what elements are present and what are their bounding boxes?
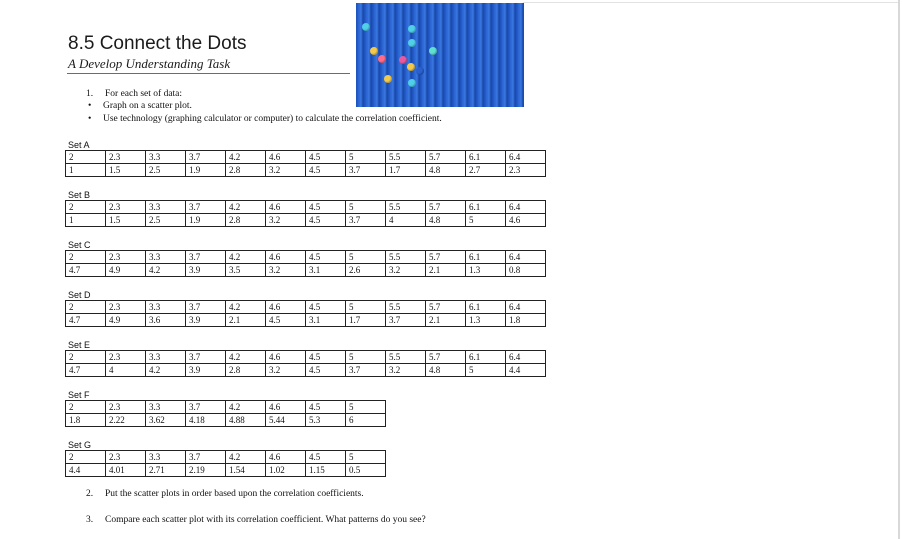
table-cell: 4.5 (306, 401, 346, 414)
table-cell: 1 (66, 214, 106, 227)
y-row (66, 414, 386, 427)
table-cell: 2.19 (186, 464, 226, 477)
table-cell: 3.2 (266, 264, 306, 277)
table-cell: 5 (346, 401, 386, 414)
instruction-bullet: Graph on a scatter plot. (103, 101, 192, 111)
table-cell: 3.62 (146, 414, 186, 427)
table-cell: 4.5 (306, 164, 346, 177)
table-cell: 4.2 (226, 151, 266, 164)
table-cell: 3.3 (146, 201, 186, 214)
table-cell: 3.2 (266, 214, 306, 227)
table-cell: 2.7 (466, 164, 506, 177)
instruction-bullet: Use technology (graphing calculator or computer) to calculate the correlation coefficient. (103, 114, 442, 124)
y-row (66, 464, 386, 477)
table-cell: 3.9 (186, 264, 226, 277)
table-cell: 4.5 (306, 364, 346, 377)
table-cell: 4.6 (266, 401, 306, 414)
table-cell: 1.8 (66, 414, 106, 427)
set-g-label: Set G (68, 440, 92, 450)
table-cell: 1.02 (266, 464, 306, 477)
x-row (66, 401, 386, 414)
table-cell: 1.7 (386, 164, 426, 177)
table-cell: 5.7 (426, 201, 466, 214)
table-cell: 4.4 (66, 464, 106, 477)
y-row (66, 164, 546, 177)
table-cell: 4.5 (306, 251, 346, 264)
y-row (66, 214, 546, 227)
table-cell: 1.9 (186, 214, 226, 227)
table-cell: 6.4 (506, 301, 546, 314)
table-cell: 4.5 (306, 201, 346, 214)
table-cell: 4.2 (146, 264, 186, 277)
table-cell: 2.3 (106, 401, 146, 414)
table-cell: 4.2 (226, 401, 266, 414)
set-c-label: Set C (68, 240, 91, 250)
table-cell: 6.4 (506, 351, 546, 364)
set-e-table (65, 350, 546, 377)
x-row (66, 201, 546, 214)
set-a-label: Set A (68, 140, 90, 150)
table-cell: 5 (346, 351, 386, 364)
page-top-border (523, 2, 898, 3)
table-cell: 5.3 (306, 414, 346, 427)
table-cell: 4.9 (106, 314, 146, 327)
table-cell: 1.9 (186, 164, 226, 177)
set-f-label: Set F (68, 390, 90, 400)
set-b-table (65, 200, 546, 227)
table-cell: 4.5 (266, 314, 306, 327)
table-cell: 3.7 (186, 451, 226, 464)
photo-dot (416, 67, 424, 75)
table-cell: 3.6 (146, 314, 186, 327)
set-f-table (65, 400, 386, 427)
table-cell: 5.5 (386, 351, 426, 364)
y-row (66, 264, 546, 277)
table-cell: 5.44 (266, 414, 306, 427)
table-cell: 3.5 (226, 264, 266, 277)
table-cell: 4.6 (266, 201, 306, 214)
table-cell: 2 (66, 301, 106, 314)
table-cell: 4.6 (266, 301, 306, 314)
table-cell: 2.6 (346, 264, 386, 277)
set-d-label: Set D (68, 290, 91, 300)
table-cell: 4.8 (426, 214, 466, 227)
table-cell: 4.4 (506, 364, 546, 377)
table-cell: 4.5 (306, 214, 346, 227)
table-cell: 6.1 (466, 201, 506, 214)
table-cell: 4.2 (226, 301, 266, 314)
title-underline (67, 73, 350, 74)
table-cell: 2 (66, 201, 106, 214)
table-cell: 4.5 (306, 451, 346, 464)
set-e-label: Set E (68, 340, 91, 350)
table-cell: 6 (346, 414, 386, 427)
table-cell: 3.3 (146, 151, 186, 164)
table-cell: 4 (106, 364, 146, 377)
x-row (66, 351, 546, 364)
table-cell: 4.2 (226, 251, 266, 264)
table-cell: 2.1 (226, 314, 266, 327)
table-cell: 3.7 (186, 151, 226, 164)
table-cell: 5.7 (426, 351, 466, 364)
table-cell: 5 (466, 214, 506, 227)
table-cell: 4.5 (306, 351, 346, 364)
table-cell: 1.3 (466, 264, 506, 277)
table-cell: 1.5 (106, 214, 146, 227)
table-cell: 2.8 (226, 164, 266, 177)
table-cell: 2.8 (226, 364, 266, 377)
table-cell: 3.7 (346, 214, 386, 227)
table-cell: 3.9 (186, 314, 226, 327)
photo-dot (362, 23, 370, 31)
table-cell: 3.2 (266, 364, 306, 377)
table-cell: 4.2 (226, 201, 266, 214)
table-cell: 2.3 (106, 451, 146, 464)
table-cell: 5 (346, 451, 386, 464)
instruction-1-number: 1. (86, 89, 94, 99)
table-cell: 6.1 (466, 301, 506, 314)
table-cell: 6.4 (506, 201, 546, 214)
page-edge (898, 0, 900, 539)
table-cell: 4.6 (266, 351, 306, 364)
page-subtitle: A Develop Understanding Task (68, 56, 231, 71)
set-d-table (65, 300, 546, 327)
table-cell: 2.3 (506, 164, 546, 177)
table-cell: 5.5 (386, 151, 426, 164)
table-cell: 0.5 (346, 464, 386, 477)
table-cell: 4.5 (306, 151, 346, 164)
table-cell: 2.3 (106, 301, 146, 314)
table-cell: 3.7 (186, 301, 226, 314)
table-cell: 4.2 (226, 351, 266, 364)
bullet-marker: • (88, 114, 92, 124)
table-cell: 2 (66, 351, 106, 364)
table-cell: 3.1 (306, 264, 346, 277)
photo-dot (370, 47, 378, 55)
table-cell: 4.8 (426, 364, 466, 377)
table-cell: 2 (66, 151, 106, 164)
table-cell: 4.7 (66, 314, 106, 327)
table-cell: 2.3 (106, 351, 146, 364)
table-cell: 3.7 (346, 364, 386, 377)
table-cell: 3.7 (386, 314, 426, 327)
table-cell: 3.2 (386, 264, 426, 277)
instruction-1-text: For each set of data: (105, 89, 183, 99)
table-cell: 2.3 (106, 151, 146, 164)
table-cell: 3.3 (146, 451, 186, 464)
table-cell: 2 (66, 451, 106, 464)
photo-dot (407, 63, 415, 71)
photo-dot (429, 47, 437, 55)
table-cell: 3.7 (186, 351, 226, 364)
table-cell: 5 (346, 151, 386, 164)
table-cell: 5.5 (386, 251, 426, 264)
table-cell: 3.1 (306, 314, 346, 327)
table-cell: 4.2 (146, 364, 186, 377)
table-cell: 2.22 (106, 414, 146, 427)
photo-dot (408, 79, 416, 87)
table-cell: 4.8 (426, 164, 466, 177)
table-cell: 1.3 (466, 314, 506, 327)
table-cell: 6.4 (506, 251, 546, 264)
table-cell: 4.6 (506, 214, 546, 227)
table-cell: 2.71 (146, 464, 186, 477)
table-cell: 3.2 (386, 364, 426, 377)
table-cell: 4.01 (106, 464, 146, 477)
table-cell: 6.1 (466, 251, 506, 264)
table-cell: 2.5 (146, 214, 186, 227)
set-b-label: Set B (68, 190, 91, 200)
table-cell: 1.8 (506, 314, 546, 327)
table-cell: 5 (346, 201, 386, 214)
photo-dot (378, 55, 386, 63)
table-cell: 5.5 (386, 201, 426, 214)
x-row (66, 301, 546, 314)
table-cell: 4.2 (226, 451, 266, 464)
table-cell: 2.3 (106, 201, 146, 214)
table-cell: 1.15 (306, 464, 346, 477)
photo-dot (408, 25, 416, 33)
set-g-table (65, 450, 386, 477)
table-cell: 4.9 (106, 264, 146, 277)
table-cell: 1.7 (346, 314, 386, 327)
bullet-marker: • (88, 101, 92, 111)
table-cell: 3.7 (186, 201, 226, 214)
instruction-3-text: Compare each scatter plot with its correlation coefficient. What patterns do you see? (105, 515, 426, 525)
photo-dot (384, 75, 392, 83)
table-cell: 2 (66, 251, 106, 264)
table-cell: 2.8 (226, 214, 266, 227)
x-row (66, 151, 546, 164)
table-cell: 6.1 (466, 351, 506, 364)
set-a-table (65, 150, 546, 177)
table-cell: 5 (346, 251, 386, 264)
table-cell: 4.18 (186, 414, 226, 427)
table-cell: 1.5 (106, 164, 146, 177)
table-cell: 1.54 (226, 464, 266, 477)
table-cell: 5 (466, 364, 506, 377)
table-cell: 2.1 (426, 264, 466, 277)
table-cell: 3.3 (146, 401, 186, 414)
table-cell: 4 (386, 214, 426, 227)
table-cell: 4.6 (266, 151, 306, 164)
x-row (66, 451, 386, 464)
table-cell: 5.5 (386, 301, 426, 314)
table-cell: 5.7 (426, 151, 466, 164)
table-cell: 2 (66, 401, 106, 414)
table-cell: 2.5 (146, 164, 186, 177)
table-cell: 2.1 (426, 314, 466, 327)
instruction-3-number: 3. (86, 515, 94, 525)
table-cell: 3.9 (186, 364, 226, 377)
x-row (66, 251, 546, 264)
table-cell: 5.7 (426, 301, 466, 314)
instruction-2-text: Put the scatter plots in order based upon the correlation coefficients. (105, 489, 364, 499)
table-cell: 1 (66, 164, 106, 177)
table-cell: 3.7 (186, 401, 226, 414)
page-title: 8.5 Connect the Dots (68, 33, 247, 54)
table-cell: 3.2 (266, 164, 306, 177)
instruction-2-number: 2. (86, 489, 94, 499)
table-cell: 4.6 (266, 251, 306, 264)
table-cell: 4.7 (66, 364, 106, 377)
photo-dot (408, 39, 416, 47)
table-cell: 3.3 (146, 251, 186, 264)
table-cell: 4.7 (66, 264, 106, 277)
y-row (66, 314, 546, 327)
table-cell: 3.3 (146, 351, 186, 364)
table-cell: 4.6 (266, 451, 306, 464)
y-row (66, 364, 546, 377)
table-cell: 6.4 (506, 151, 546, 164)
table-cell: 5 (346, 301, 386, 314)
table-cell: 3.3 (146, 301, 186, 314)
table-cell: 4.5 (306, 301, 346, 314)
photo-dot (399, 56, 407, 64)
table-cell: 0.8 (506, 264, 546, 277)
table-cell: 2.3 (106, 251, 146, 264)
table-cell: 3.7 (346, 164, 386, 177)
table-cell: 6.1 (466, 151, 506, 164)
table-cell: 3.7 (186, 251, 226, 264)
table-cell: 4.88 (226, 414, 266, 427)
set-c-table (65, 250, 546, 277)
header-photo (356, 3, 524, 107)
table-cell: 5.7 (426, 251, 466, 264)
